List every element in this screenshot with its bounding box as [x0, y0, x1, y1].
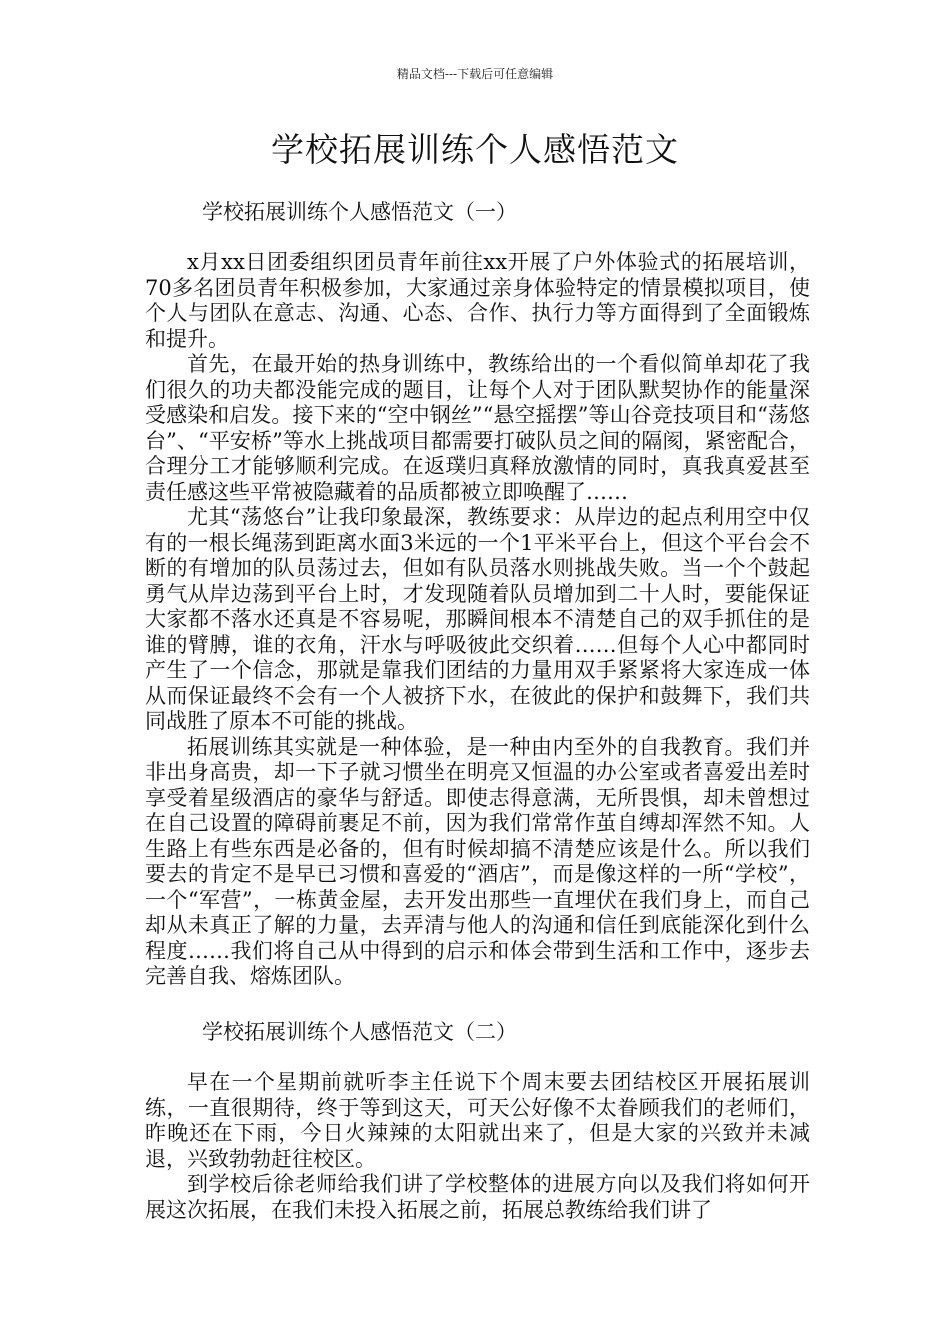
- document-title: 学校拓展训练个人感悟范文: [271, 130, 679, 169]
- paragraph: 首先，在最开始的热身训练中，教练给出的一个看似简单却花了我们很久的功夫都没能完成的题目，让每个人对于团队默契协作的能量深受感染和启发。接下来的“空中钢丝”“悬空摇摆”等山谷竞技项目和“荡悠台”、“平安桥”等水上挑战项目都需要打破队员之间的隔阂，紧密配合，合理分工才能够顺利完成。在返璞归真释放激情的同时，真我真爱甚至责任感这些平常被隐藏着的品质都被立即唤醒了……: [145, 352, 810, 504]
- paragraph: 尤其“荡悠台”让我印象最深，教练要求：从岸边的起点利用空中仅有的一根长绳荡到距离水面3米远的一个1平米平台上，但这个平台会不断的有增加的队员荡过去，但如有队员落水则挑战失败。当一个个鼓起勇气从岸边荡到平台上时，才发现随着队员增加到二十人时，要能保证大家都不落水还真是不容易呢，那瞬间根本不清楚自己的双手抓住的是谁的臂膊，谁的衣角，汗水与呼吸彼此交织着……但每个人心中都同时产生了一个信念，那就是靠我们团结的力量用双手紧紧将大家连成一体从而保证最终不会有一个人被挤下水，在彼此的保护和鼓舞下，我们共同战胜了原本不可能的挑战。: [145, 505, 810, 733]
- section-1-body: [145, 250, 810, 990]
- section-2-body: [145, 1070, 810, 1223]
- paragraph: x月xx日团委组织团员青年前往xx开展了户外体验式的拓展培训，70多名团员青年积极参加，大家通过亲身体验特定的情景模拟项目，使个人与团队在意志、沟通、心态、合作、执行力等方面得到了全面锻炼和提升。: [145, 250, 810, 351]
- section-heading-1: 学校拓展训练个人感悟范文（一）: [202, 200, 517, 224]
- paragraph: 早在一个星期前就听李主任说下个周末要去团结校区开展拓展训练，一直很期待，终于等到这天，可天公好像不太眷顾我们的老师们，昨晚还在下雨，今日火辣辣的太阳就出来了，但是大家的兴致并未减退，兴致勃勃赶往校区。: [145, 1070, 810, 1171]
- header-note: 精品文档---下载后可任意编辑: [396, 67, 554, 81]
- paragraph: 到学校后徐老师给我们讲了学校整体的进展方向以及我们将如何开展这次拓展，在我们未投入拓展之前，拓展总教练给我们讲了: [145, 1172, 810, 1222]
- section-heading-2: 学校拓展训练个人感悟范文（二）: [202, 1020, 517, 1044]
- paragraph: 拓展训练其实就是一种体验，是一种由内至外的自我教育。我们并非出身高贵，却一下子就习惯坐在明亮又恒温的办公室或者喜爱出差时享受着星级酒店的豪华与舒适。即使志得意满，无所畏惧，却未曾想过在自己设置的障碍前裹足不前，因为我们常常作茧自缚却浑然不知。人生路上有些东西是必备的，但有时候却搞不清楚应该是什么。所以我们要去的肯定不是早已习惯和喜爱的“酒店”，而是像这样的一所“学校”，一个“军营”，一栋黄金屋，去开发出那些一直埋伏在我们身上，而自己却从未真正了解的力量，去弄清与他人的沟通和信任到底能深化到什么程度……我们将自己从中得到的启示和体会带到生活和工作中，逐步去完善自我、熔炼团队。: [145, 734, 810, 988]
